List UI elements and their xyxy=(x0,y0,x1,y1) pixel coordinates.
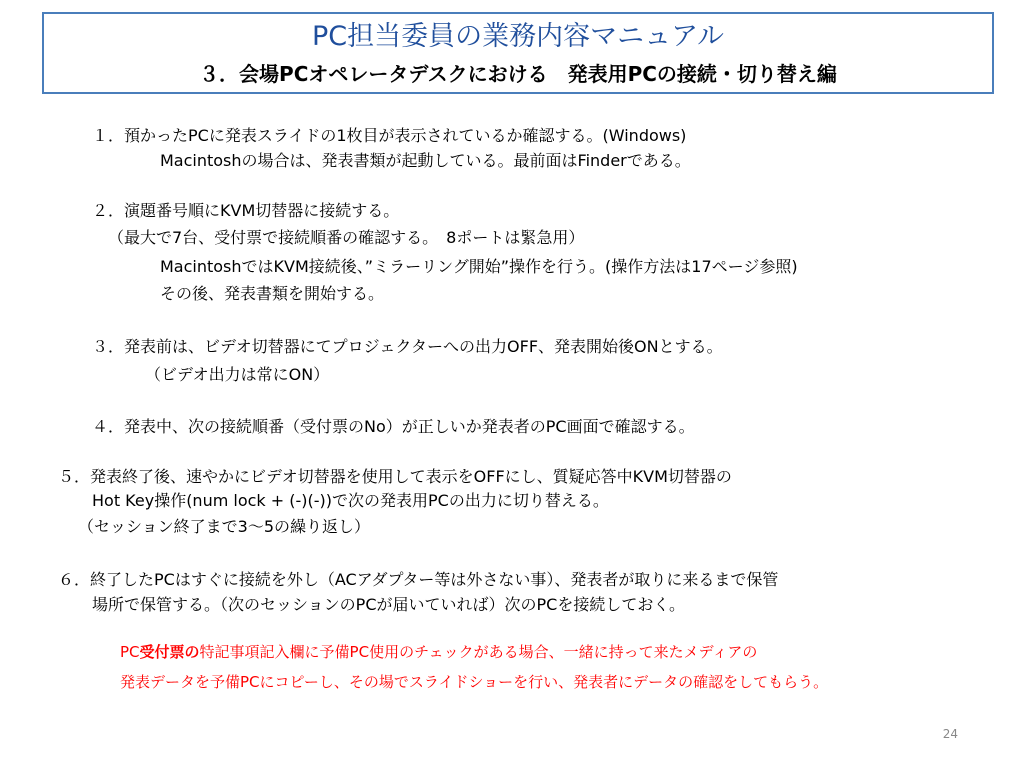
step-3-line-1: ３．発表前は、ビデオ切替器にてプロジェクターへの出力OFF、発表開始後ONとする。 xyxy=(92,337,723,356)
note-rest: 特記事項記入欄に予備PC使用のチェックがある場合、一緒に持って来たメディアの xyxy=(199,643,758,661)
step-6-line-1: ６．終了したPCはすぐに接続を外し（ACアダプター等は外さない事）、発表者が取りに来るまで保管 xyxy=(58,570,779,589)
step-1-line-1: １．預かったPCに発表スライドの1枚目が表示されているか確認する。(Windows) xyxy=(92,126,687,145)
note-prefix: PC xyxy=(120,643,140,661)
page-number: 24 xyxy=(942,727,958,741)
title-box xyxy=(42,12,994,94)
step-2-line-3: MacintoshではKVM接続後、”ミラーリング開始”操作を行う。(操作方法は17ページ参照) xyxy=(160,257,798,276)
step-5-line-3: （セッション終了まで3〜5の繰り返し） xyxy=(78,517,371,536)
title-main: PC担当委員の業務内容マニュアル xyxy=(311,21,725,52)
note-bold: 受付票の xyxy=(139,643,200,661)
step-2-line-2: （最大で7台、受付票で接続順番の確認する。 8ポートは緊急用） xyxy=(108,228,585,247)
step-2-line-1: ２．演題番号順にKVM切替器に接続する。 xyxy=(92,201,400,220)
note-line-1 xyxy=(120,641,757,663)
note-line-2: 発表データを予備PCにコピーし、その場でスライドショーを行い、発表者にデータの確認をしてもらう。 xyxy=(120,673,829,691)
step-5-line-1: ５．発表終了後、速やかにビデオ切替器を使用して表示をOFFにし、質疑応答中KVM切替器の xyxy=(58,467,732,486)
step-5-line-2: Hot Key操作(num lock + (-)(-))で次の発表用PCの出力に切り替える。 xyxy=(92,491,609,510)
step-1-line-2: Macintoshの場合は、発表書類が起動している。最前面はFinderである。 xyxy=(160,151,691,170)
step-3-line-2: （ビデオ出力は常にON） xyxy=(145,365,330,384)
step-2-line-4: その後、発表書類を開始する。 xyxy=(160,284,385,303)
step-6-line-2: 場所で保管する。（次のセッションのPCが届いていれば）次のPCを接続しておく。 xyxy=(92,595,686,614)
title-sub: ３．会場PCオペレータデスクにおける 発表用PCの接続・切り替え編 xyxy=(199,62,837,86)
step-4-line-1: ４．発表中、次の接続順番（受付票のNo）が正しいか発表者のPC画面で確認する。 xyxy=(92,417,695,436)
